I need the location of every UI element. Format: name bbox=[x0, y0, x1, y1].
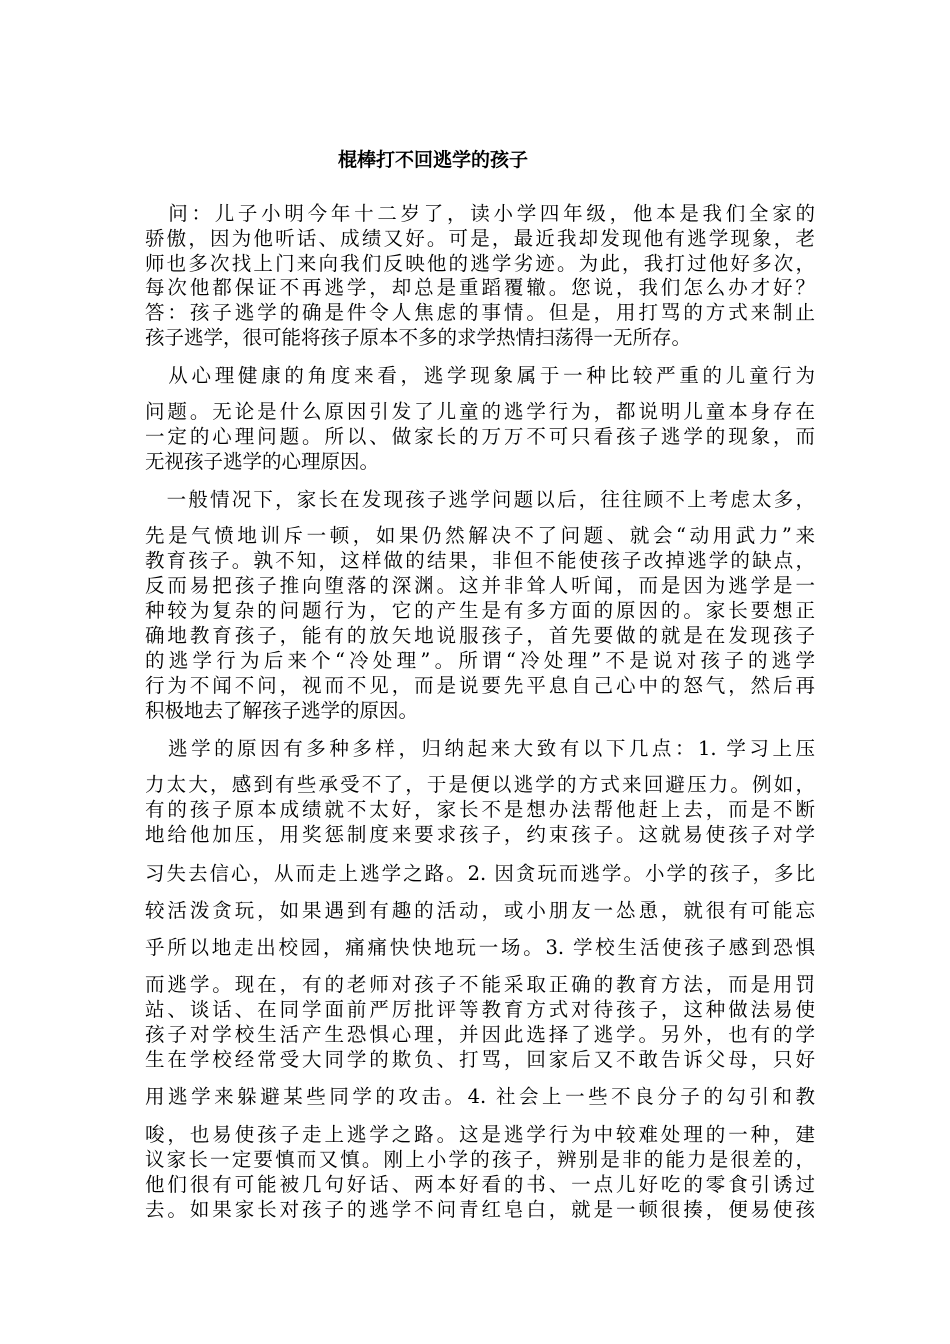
text-line: 逃学的原因有多种多样，归纳起来大致有以下几点：1. 学习上压 bbox=[145, 737, 815, 760]
text-line: 问：儿子小明今年十二岁了，读小学四年级，他本是我们全家的 bbox=[145, 202, 815, 225]
text-line: 地给他加压，用奖惩制度来要求孩子，约束孩子。这就易使孩子对学 bbox=[145, 823, 815, 846]
text-line: 答：孩子逃学的确是件令人焦虑的事情。但是，用打骂的方式来制止 bbox=[145, 301, 815, 324]
text-line: 站、谈话、在同学面前严厉批评等教育方式对待孩子，这种做法易使 bbox=[145, 998, 815, 1021]
text-line: 孩子逃学，很可能将孩子原本不多的求学热情扫荡得一无所存。 bbox=[145, 326, 692, 349]
page-title: 棍棒打不回逃学的孩子 bbox=[337, 149, 528, 171]
text-line: 骄傲，因为他听话、成绩又好。可是，最近我却发现他有逃学现象，老 bbox=[145, 227, 815, 250]
text-line: 议家长一定要慎而又慎。刚上小学的孩子，辨别是非的能力是很差的， bbox=[145, 1148, 815, 1171]
text-line: 从心理健康的角度来看，逃学现象属于一种比较严重的儿童行为 bbox=[145, 364, 815, 387]
text-line: 用逃学来躲避某些同学的攻击。4. 社会上一些不良分子的勾引和教 bbox=[145, 1085, 815, 1108]
text-line: 较活泼贪玩，如果遇到有趣的活动，或小朋友一怂恿，就很有可能忘 bbox=[145, 899, 815, 922]
text-line: 反而易把孩子推向堕落的深渊。这并非耸人听闻，而是因为逃学是一 bbox=[145, 574, 815, 597]
text-line: 无视孩子逃学的心理原因。 bbox=[145, 450, 380, 473]
text-line: 每次他都保证不再逃学，却总是重蹈覆辙。您说，我们怎么办才好？ bbox=[145, 276, 815, 299]
text-line: 的逃学行为后来个“冷处理”。所谓“冷处理”不是说对孩子的逃学 bbox=[145, 649, 815, 672]
text-line: 唆，也易使孩子走上逃学之路。这是逃学行为中较难处理的一种，建 bbox=[145, 1123, 815, 1146]
text-line: 一般情况下，家长在发现孩子逃学问题以后，往往顾不上考虑太多， bbox=[145, 488, 815, 511]
text-line: 去。如果家长对孩子的逃学不问青红皂白，就是一顿很揍，便易使孩 bbox=[145, 1198, 815, 1221]
text-line: 积极地去了解孩子逃学的原因。 bbox=[145, 699, 419, 722]
text-line: 行为不闻不问，视而不见，而是说要先平息自己心中的怒气，然后再 bbox=[145, 674, 815, 697]
text-line: 乎所以地走出校园，痛痛快快地玩一场。3. 学校生活使孩子感到恐惧 bbox=[145, 936, 815, 959]
text-line: 种较为复杂的问题行为，它的产生是有多方面的原因的。家长要想正 bbox=[145, 599, 815, 622]
text-line: 力太大，感到有些承受不了，于是便以逃学的方式来回避压力。例如， bbox=[145, 773, 815, 796]
text-line: 一定的心理问题。所以、做家长的万万不可只看孩子逃学的现象，而 bbox=[145, 425, 815, 448]
text-line: 问题。无论是什么原因引发了儿童的逃学行为，都说明儿童本身存在 bbox=[145, 400, 815, 423]
text-line: 师也多次找上门来向我们反映他的逃学劣迹。为此，我打过他好多次， bbox=[145, 252, 815, 275]
text-line: 先是气愤地训斥一顿，如果仍然解决不了问题、就会“动用武力”来 bbox=[145, 524, 815, 547]
text-line: 有的孩子原本成绩就不太好，家长不是想办法帮他赶上去，而是不断 bbox=[145, 798, 815, 821]
text-line: 而逃学。现在，有的老师对孩子不能采取正确的教育方法，而是用罚 bbox=[145, 973, 815, 996]
text-line: 孩子对学校生活产生恐惧心理，并因此选择了逃学。另外，也有的学 bbox=[145, 1023, 815, 1046]
text-line: 确地教育孩子，能有的放矢地说服孩子，首先要做的就是在发现孩子 bbox=[145, 624, 815, 647]
text-line: 习失去信心，从而走上逃学之路。2. 因贪玩而逃学。小学的孩子，多比 bbox=[145, 862, 815, 885]
text-line: 他们很有可能被几句好话、两本好看的书、一点儿好吃的零食引诱过 bbox=[145, 1173, 815, 1196]
text-line: 生在学校经常受大同学的欺负、打骂，回家后又不敢告诉父母，只好 bbox=[145, 1048, 815, 1071]
text-line: 教育孩子。孰不知，这样做的结果，非但不能使孩子改掉逃学的缺点， bbox=[145, 549, 815, 572]
